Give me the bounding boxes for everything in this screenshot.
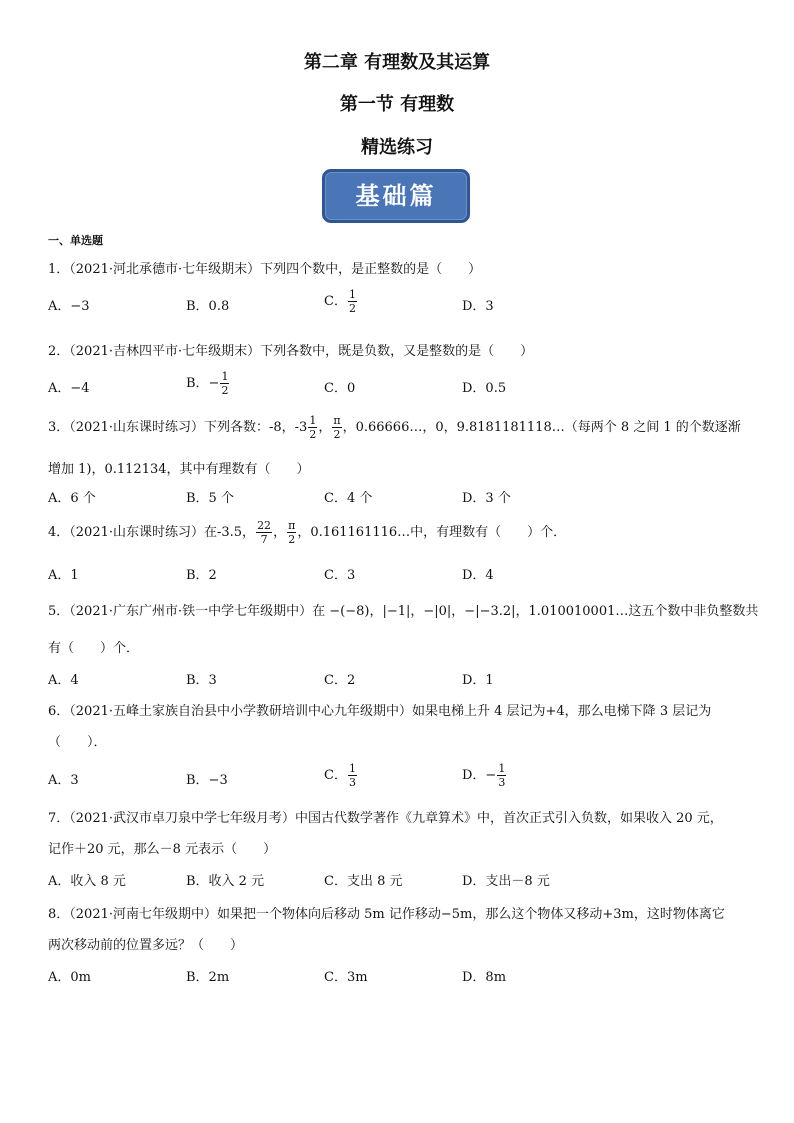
question-6-option-a[interactable]: A．3 <box>48 773 79 788</box>
question-7-stem-line-2: 记作＋20 元，那么－8 元表示（ ） <box>48 842 277 857</box>
question-6-option-d[interactable] <box>462 762 507 789</box>
question-5-option-b[interactable]: B．3 <box>186 673 217 688</box>
section-title: 第一节 有理数 <box>339 94 455 115</box>
fraction-denominator: 3 <box>348 776 356 789</box>
question-2-option-c[interactable]: C．0 <box>324 381 356 396</box>
question-5-option-a[interactable]: A．4 <box>48 673 79 688</box>
question-1-option-d[interactable]: D．3 <box>462 299 494 314</box>
fraction-numerator: π <box>288 519 296 532</box>
question-8-stem-line-1: 8．（2021·河南七年级期中）如果把一个物体向后移动 5m 记作移动−5m，那么这个物体又移动+3m，这时物体离它 <box>48 907 725 922</box>
question-7-option-d[interactable]: D．支出－8 元 <box>462 874 550 889</box>
question-5-stem-line-2: 有（ ）个． <box>48 641 140 656</box>
question-6-option-b[interactable]: B．−3 <box>186 773 228 788</box>
practice-subtitle: 精选练习 <box>361 137 433 158</box>
option-d-prefix: D．− <box>462 768 497 783</box>
option-b-prefix: B．− <box>186 376 220 391</box>
question-5-option-c[interactable]: C．2 <box>324 673 356 688</box>
fraction-numerator: 22 <box>257 519 272 532</box>
fraction-numerator: 1 <box>348 288 356 301</box>
stem-text: ， <box>318 420 332 435</box>
question-8-option-c[interactable]: C．3m <box>324 970 368 985</box>
question-6-option-c[interactable] <box>324 762 358 789</box>
fraction <box>332 414 341 441</box>
fraction <box>497 762 506 789</box>
fraction <box>220 370 229 397</box>
chapter-title: 第二章 有理数及其运算 <box>303 52 491 73</box>
stem-text: ， <box>273 525 287 540</box>
question-3-stem-line-1 <box>48 414 741 441</box>
option-c-prefix: C． <box>324 768 347 783</box>
question-3-option-d[interactable]: D．3 个 <box>462 491 511 506</box>
question-4-option-d[interactable]: D．4 <box>462 568 494 583</box>
fraction-numerator: π <box>333 414 341 427</box>
part-label: 一、单选题 <box>48 234 103 247</box>
question-4-option-b[interactable]: B．2 <box>186 568 217 583</box>
question-7-stem-line-1: 7．（2021·武汉市卓刀泉中学七年级月考）中国古代数学著作《九章算术》中，首次正式引入负数，如果收入 20 元， <box>48 811 723 826</box>
question-2-option-b[interactable] <box>186 370 230 397</box>
question-7-option-a[interactable]: A．收入 8 元 <box>48 874 126 889</box>
question-1-stem: 1．（2021·河北承德市·七年级期末）下列四个数中，是正整数的是（ ） <box>48 262 482 277</box>
fraction-numerator: 1 <box>221 370 229 383</box>
stem-text: ，0.66666…，0，9.8181181118…（每两个 8 之间 1 的个数逐渐 <box>342 420 741 435</box>
question-8-option-b[interactable]: B．2m <box>186 970 230 985</box>
question-3-stem-line-2: 增加 1)，0.112134，其中有理数有（ ） <box>48 462 310 477</box>
question-4-option-a[interactable]: A．1 <box>48 568 79 583</box>
question-1-option-a[interactable]: A．−3 <box>48 299 90 314</box>
question-1-option-c[interactable] <box>324 288 358 315</box>
question-7-option-c[interactable]: C．支出 8 元 <box>324 874 403 889</box>
question-5-stem-line-1: 5．（2021·广东广州市·铁一中学七年级期中）在 −(−8)，|−1|，−|0|，−|−3.2|，1.010010001…这五个数中非负整数共 <box>48 604 759 619</box>
question-6-stem-line-1: 6．（2021·五峰土家族自治县中小学教研培训中心九年级期中）如果电梯上升 4 层记为+4，那么电梯下降 3 层记为 <box>48 704 712 719</box>
fraction <box>348 762 357 789</box>
question-4-stem <box>48 519 566 546</box>
fraction-denominator: 2 <box>288 533 296 546</box>
question-3-option-b[interactable]: B．5 个 <box>186 491 234 506</box>
stem-text: 4．（2021·山东课时练习）在-3.5， <box>48 525 256 540</box>
fraction-numerator: 1 <box>498 762 506 775</box>
question-2-stem: 2．（2021·吉林四平市·七年级期末）下列各数中，既是负数，又是整数的是（ ） <box>48 344 534 359</box>
fraction-denominator: 2 <box>333 428 341 441</box>
question-5-option-d[interactable]: D．1 <box>462 673 494 688</box>
question-8-option-a[interactable]: A．0m <box>48 970 91 985</box>
question-4-option-c[interactable]: C．3 <box>324 568 356 583</box>
fraction-denominator: 2 <box>348 302 356 315</box>
fraction <box>348 288 357 315</box>
level-badge: 基础篇 <box>322 169 470 223</box>
stem-text: ，0.161161116…中，有理数有（ ）个． <box>297 525 567 540</box>
question-3-option-a[interactable]: A．6 个 <box>48 491 96 506</box>
fraction-numerator: 1 <box>309 414 317 427</box>
question-6-stem-line-2: （ ）． <box>48 735 107 750</box>
question-3-option-c[interactable]: C．4 个 <box>324 491 373 506</box>
fraction-denominator: 7 <box>260 533 268 546</box>
fraction-numerator: 1 <box>348 762 356 775</box>
fraction-denominator: 2 <box>309 428 317 441</box>
fraction <box>308 414 317 441</box>
question-8-stem-line-2: 两次移动前的位置多远？（ ） <box>48 938 244 953</box>
fraction-denominator: 2 <box>221 384 229 397</box>
question-8-option-d[interactable]: D．8m <box>462 970 507 985</box>
fraction <box>287 519 296 546</box>
fraction <box>256 519 272 546</box>
question-2-option-d[interactable]: D．0.5 <box>462 381 507 396</box>
question-2-option-a[interactable]: A．−4 <box>48 381 90 396</box>
fraction-denominator: 3 <box>498 776 506 789</box>
question-7-option-b[interactable]: B．收入 2 元 <box>186 874 265 889</box>
stem-text: 3．（2021·山东课时练习）下列各数：-8，-3 <box>48 420 308 435</box>
question-1-option-b[interactable]: B．0.8 <box>186 299 230 314</box>
option-c-prefix: C． <box>324 294 347 309</box>
